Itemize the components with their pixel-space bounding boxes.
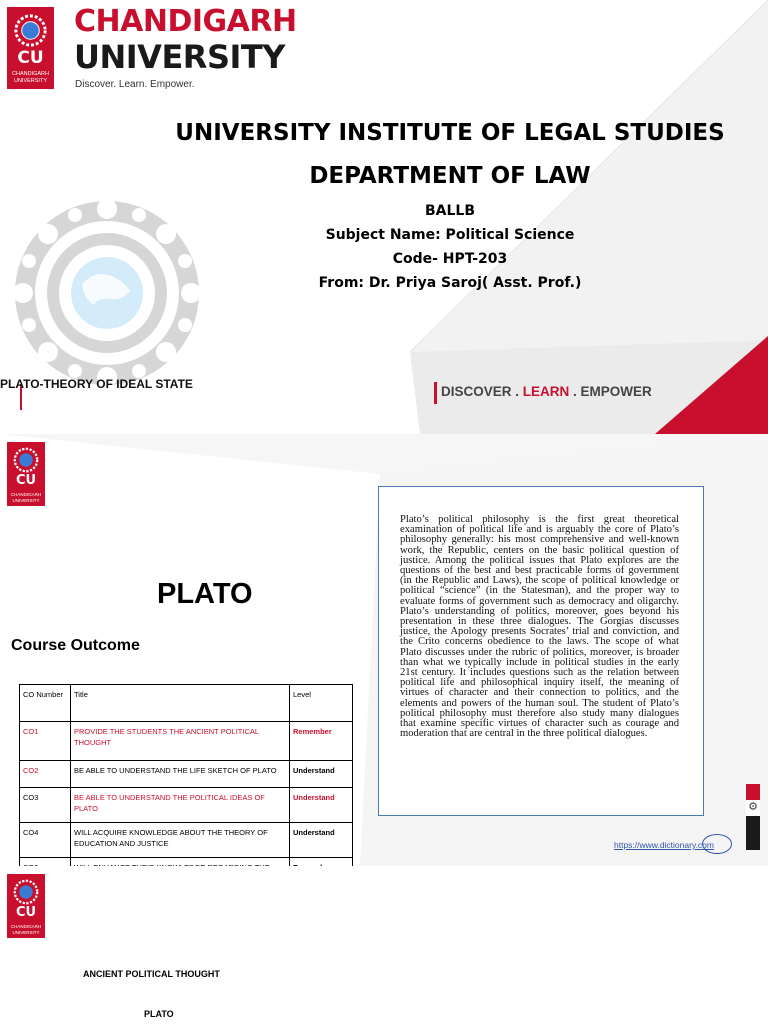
table-header-cell: Title	[71, 685, 290, 722]
table-header-cell: CO Number	[20, 685, 71, 722]
table-row	[20, 788, 353, 823]
institute-title: UNIVERSITY INSTITUTE OF LEGAL STUDIES	[175, 120, 725, 146]
motto-discover: DISCOVER	[441, 384, 512, 399]
brand-name-line1: CHANDIGARH	[74, 4, 297, 39]
motto-empower: EMPOWER	[580, 384, 652, 399]
slide-heading: PLATO	[157, 578, 253, 610]
topic-title: PLATO-THEORY OF IDEAL STATE	[0, 377, 193, 391]
logo-cu-text: CU	[15, 473, 37, 488]
co-level: Understand	[290, 788, 353, 823]
subject-name: Subject Name: Political Science	[325, 227, 575, 243]
link-highlight-oval	[702, 834, 732, 854]
logo-caption: CHANDIGARH UNIVERSITY	[12, 71, 49, 84]
section-subtitle: PLATO	[144, 1009, 174, 1019]
co-title: BE ABLE TO UNDERSTAND THE POLITICAL IDEAS OF PLATO	[71, 788, 290, 823]
title-block	[150, 120, 750, 295]
side-strip-black	[746, 816, 760, 850]
table-row	[20, 761, 353, 788]
co-level: Remember	[290, 722, 353, 761]
author-line: From: Dr. Priya Saroj( Asst. Prof.)	[318, 275, 582, 291]
logo-cu-text: CU	[17, 48, 44, 68]
side-strip-red	[746, 784, 760, 800]
co-title: WILL ACQUIRE KNOWLEDGE ABOUT THE THEORY OF EDUCATION AND JUSTICE	[71, 823, 290, 858]
university-logo	[7, 874, 45, 938]
brand-tagline: Discover. Learn. Empower.	[75, 79, 195, 90]
logo-caption: CHANDIGARH UNIVERSITY	[10, 924, 42, 935]
motto-learn: LEARN	[522, 384, 570, 399]
subject-code: Code- HPT-203	[392, 251, 508, 267]
co-number: CO4	[20, 823, 71, 858]
plato-paragraph: Plato’s political philosophy is the first great theoretical examination of political life and is arguably the core of Plato’s philosophy generally: his most comprehensive and well-known work, the Republic, centers on the basic political question of justice. Among the political issues that Plato explores are the questions of the best and best practicable forms of government (in the Republic and Laws), the scope of political knowledge or political “science” (in the Statesman), and the proper way to evaluate forms of government such as democracy and oligarchy. Plato’s understanding of politics, moreover, goes beyond his presentation in these three dialogues. The Gorgias discusses justice, the Apology presents Socrates’ trial and conviction, and the Crito concerns obedience to the laws. The scope of what Plato discusses under the rubric of politics, moreover, is broader than what we typically include in political studies in the early 21st century. It includes questions such as the relation between political life and philosophical inquiry itself, the meaning of virtues of character and their connection to politics, and the elements and powers of the human soul. The student of Plato’s political philosophy must therefore also study many dialogues that examine specific virtues of character such as courage and moderation that are central in the three political dialogues.	[400, 514, 679, 740]
course-outcome-heading: Course Outcome	[11, 637, 140, 654]
motto-sep2: .	[569, 384, 581, 399]
motto-accent-bar	[434, 382, 437, 404]
plato-text-box	[378, 486, 704, 816]
co-level: Understand	[290, 761, 353, 788]
title-slide	[0, 0, 768, 434]
co-title: PROVIDE THE STUDENTS THE ANCIENT POLITICAL THOUGHT	[71, 722, 290, 761]
cu-wheel-emblem-icon	[11, 445, 41, 475]
source-link[interactable]: https://www.dictionary.com	[614, 840, 714, 850]
table-row	[20, 823, 353, 858]
department-title: DEPARTMENT OF LAW	[309, 163, 591, 189]
co-number: CO1	[20, 722, 71, 761]
table-header-row	[20, 685, 353, 722]
co-title: BE ABLE TO UNDERSTAND THE LIFE SKETCH OF PLATO	[71, 761, 290, 788]
co-number: CO2	[20, 761, 71, 788]
motto	[441, 384, 652, 399]
section-title: ANCIENT POLITICAL THOUGHT	[83, 969, 220, 979]
gear-icon: ⚙	[746, 800, 760, 816]
logo-cu-text: CU	[15, 905, 37, 920]
course-outcome-slide	[0, 434, 768, 866]
logo-caption: CHANDIGARH UNIVERSITY	[10, 492, 42, 503]
brand-name-line2: UNIVERSITY	[74, 38, 285, 76]
co-number: CO3	[20, 788, 71, 823]
cu-wheel-emblem-icon	[11, 11, 50, 50]
co-level: Understand	[290, 823, 353, 858]
motto-sep1: .	[511, 384, 523, 399]
program-name: BALLB	[424, 203, 476, 219]
table-header-cell: Level	[290, 685, 353, 722]
course-outcome-table	[19, 684, 353, 893]
section-slide	[0, 866, 768, 1024]
table-row	[20, 722, 353, 761]
university-logo	[7, 442, 45, 506]
cu-wheel-emblem-icon	[11, 877, 41, 907]
university-logo	[7, 7, 54, 89]
